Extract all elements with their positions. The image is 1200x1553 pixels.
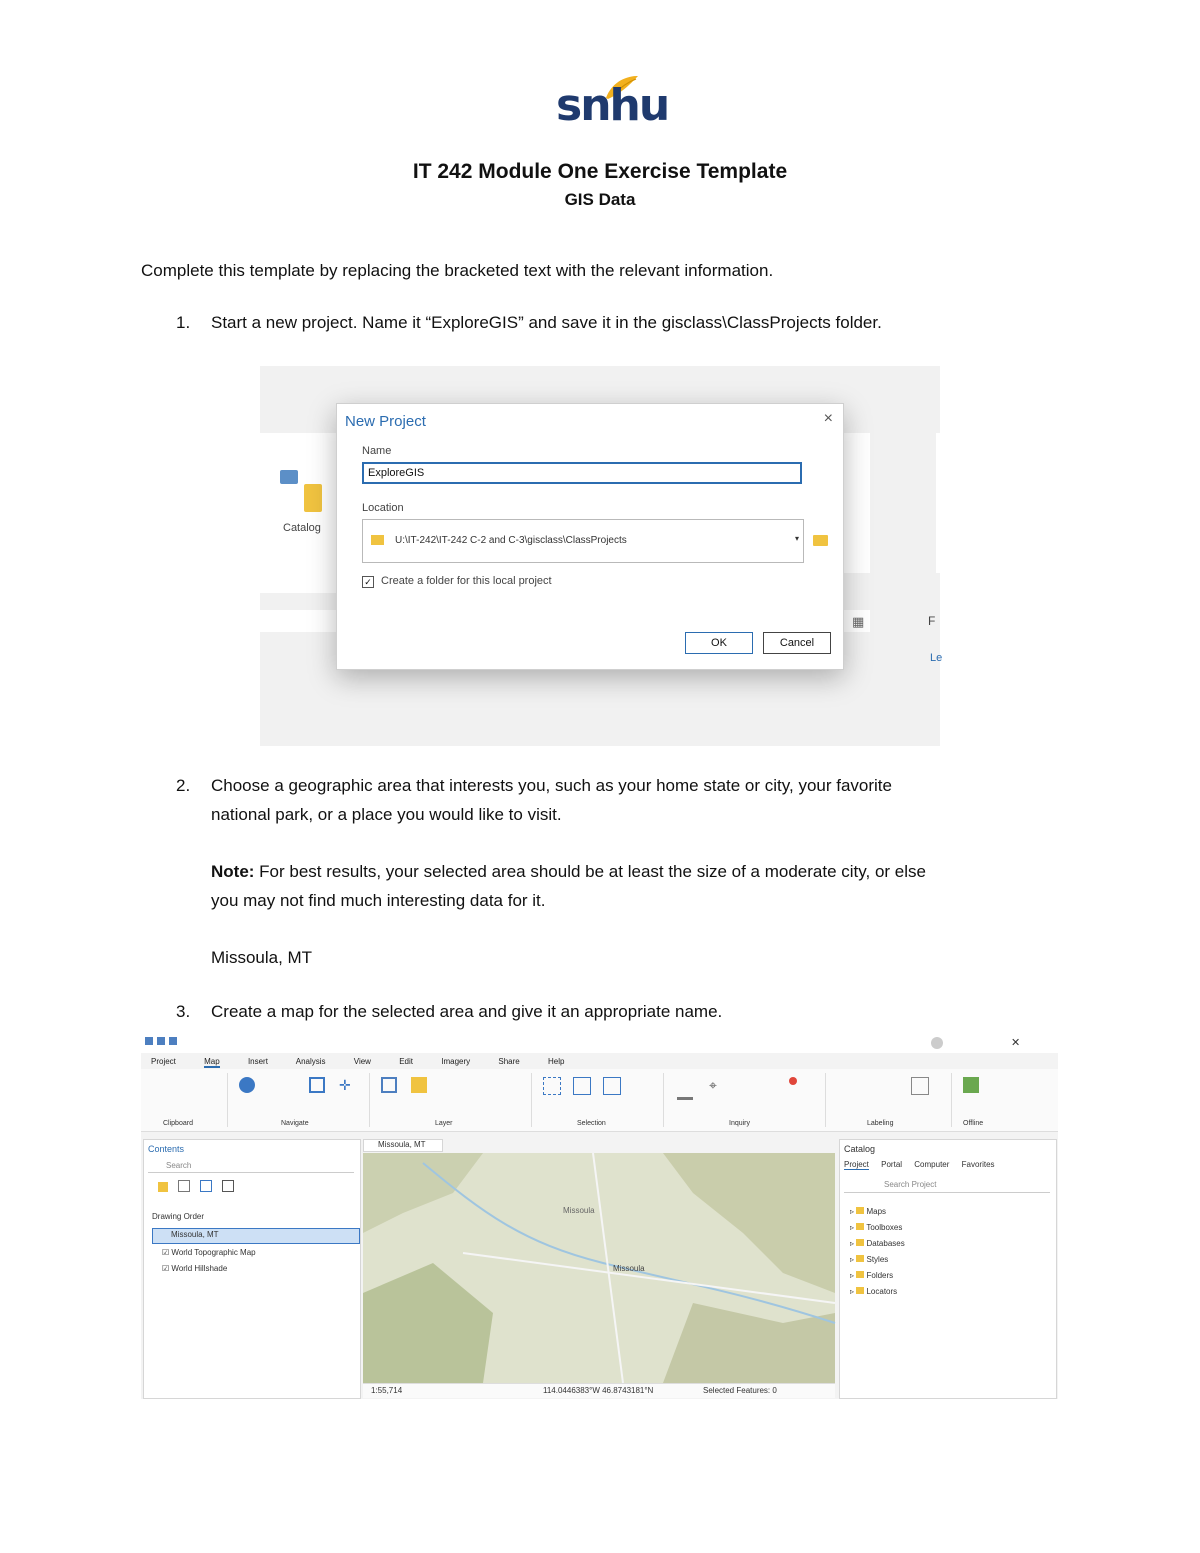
select-by-attributes-icon[interactable] (573, 1077, 591, 1095)
step-1-text: Start a new project. Name it “ExploreGIS” and save it in the gisclass\ClassProjects folder. (211, 313, 882, 332)
catalog-search-placeholder: Search Project (884, 1180, 937, 1189)
drawing-order-label: Drawing Order (152, 1212, 205, 1221)
basemap-icon[interactable] (381, 1077, 397, 1093)
catalog-item[interactable]: ▹ Toolboxes (850, 1223, 903, 1232)
note-line1: For best results, your selected area should be at least the size of a moderate city, or else (254, 862, 926, 881)
select-icon[interactable] (543, 1077, 561, 1095)
map-status-bar (363, 1383, 835, 1398)
step-2-line1: Choose a geographic area that interests you, such as your home state or city, your favorite (211, 776, 892, 795)
catalog-item-label: Styles (866, 1255, 889, 1264)
contents-search[interactable] (148, 1160, 354, 1173)
location-select[interactable] (362, 519, 804, 563)
map-view[interactable] (363, 1153, 835, 1383)
catalog-tab-project[interactable]: Project (844, 1160, 869, 1169)
selected-features: Selected Features: 0 (703, 1386, 777, 1395)
goto-xy-icon[interactable]: ✛ (339, 1077, 351, 1093)
ribbon (141, 1069, 1058, 1132)
catalog-tree[interactable] (850, 1204, 905, 1300)
map-tab-label: Missoula, MT (378, 1140, 426, 1149)
checkbox-label: Create a folder for this local project (381, 575, 552, 587)
catalog-item-label: Locators (866, 1287, 898, 1296)
note-line2: you may not find much interesting data for it. (211, 891, 546, 910)
catalog-item-label: Folders (866, 1271, 894, 1280)
name-label: Name (362, 445, 392, 457)
close-icon[interactable]: × (823, 410, 833, 427)
group-selection: Selection (577, 1120, 606, 1127)
tab-help[interactable]: Help (547, 1057, 565, 1066)
project-name-input[interactable]: ExploreGIS (362, 462, 802, 484)
note (211, 858, 926, 886)
folder-icon (371, 535, 384, 545)
step-2-number: 2. (176, 776, 191, 795)
measure-icon[interactable] (677, 1081, 693, 1100)
page-title: IT 242 Module One Exercise Template (412, 160, 788, 183)
topo-map (363, 1153, 835, 1383)
chevron-down-icon: ▾ (794, 534, 799, 543)
group-inquiry: Inquiry (729, 1120, 751, 1127)
answer-text: Missoula, MT (211, 948, 313, 967)
map-label: Missoula (613, 1264, 645, 1273)
grid-icon: ▦ (852, 614, 865, 629)
layer-row[interactable]: ☑ World Topographic Map (162, 1248, 256, 1257)
map-layer-row[interactable] (152, 1228, 360, 1244)
tab-imagery[interactable]: Imagery (441, 1057, 471, 1066)
quick-access-toolbar[interactable] (145, 1037, 205, 1047)
convert-icon[interactable] (911, 1077, 929, 1095)
arcgis-screenshot (141, 1033, 1058, 1399)
cancel-button[interactable]: Cancel (763, 632, 831, 654)
tab-map[interactable]: Map (204, 1057, 220, 1066)
group-clipboard: Clipboard (163, 1120, 193, 1127)
intro-text: Complete this template by replacing the bracketed text with the relevant information. (141, 261, 774, 280)
tab-analysis[interactable]: Analysis (295, 1057, 326, 1066)
group-navigate: Navigate (281, 1120, 309, 1127)
tab-insert[interactable]: Insert (247, 1057, 268, 1066)
catalog-icon (280, 470, 298, 484)
catalog-tab-computer[interactable]: Computer (914, 1160, 950, 1169)
ribbon-tabs[interactable] (151, 1057, 590, 1066)
catalog-item[interactable]: ▹ Folders (850, 1271, 894, 1280)
close-icon[interactable]: ✕ (1011, 1037, 1021, 1049)
note-label: Note: (211, 862, 255, 881)
folder-icon (304, 484, 322, 512)
step-2-line2: national park, or a place you would like to visit. (211, 805, 562, 824)
select-by-location-icon[interactable] (603, 1077, 621, 1095)
catalog-item[interactable]: ▹ Maps (850, 1207, 887, 1216)
page-subtitle: GIS Data (564, 190, 636, 209)
catalog-item[interactable]: ▹ Styles (850, 1255, 889, 1264)
new-project-dialog (336, 403, 844, 670)
catalog-item[interactable]: ▹ Locators (850, 1287, 898, 1296)
bookmarks-icon[interactable] (309, 1077, 325, 1093)
map-label: Missoula (563, 1206, 595, 1215)
location-value: U:\IT-242\IT-242 C-2 and C-3\gisclass\ClassProjects (395, 535, 627, 546)
scale-value[interactable]: 1:55,714 (371, 1386, 403, 1395)
tab-view[interactable]: View (353, 1057, 371, 1066)
coordinate-icon[interactable] (789, 1077, 797, 1085)
catalog-title: Catalog (844, 1144, 876, 1154)
layer-name: World Hillshade (171, 1264, 228, 1273)
add-data-icon[interactable] (411, 1077, 427, 1093)
download-map-icon[interactable] (963, 1077, 979, 1093)
catalog-item-label: Databases (866, 1239, 905, 1248)
map-tab[interactable] (363, 1139, 443, 1152)
dialog-title: New Project (345, 413, 426, 430)
catalog-tab-favorites[interactable]: Favorites (961, 1160, 995, 1169)
avatar[interactable] (931, 1037, 943, 1049)
contents-toolbar[interactable] (158, 1180, 278, 1194)
tab-share[interactable]: Share (498, 1057, 520, 1066)
layer-row[interactable]: ☑ World Hillshade (162, 1264, 228, 1273)
catalog-tabs[interactable] (844, 1160, 995, 1169)
step-3-text: Create a map for the selected area and give it an appropriate name. (211, 1002, 723, 1021)
catalog-search[interactable] (844, 1180, 1050, 1193)
explore-icon[interactable] (239, 1077, 255, 1093)
group-labeling: Labeling (867, 1120, 894, 1127)
layer-name: World Topographic Map (171, 1248, 256, 1257)
catalog-tab-portal[interactable]: Portal (881, 1160, 903, 1169)
checkbox-create-folder[interactable]: ✓ (362, 576, 374, 588)
tab-project[interactable]: Project (151, 1057, 176, 1066)
snhu-logo: snhu (556, 80, 669, 131)
step-1-number: 1. (176, 313, 191, 332)
contents-pane (143, 1139, 361, 1399)
map-layer-name: Missoula, MT (171, 1230, 219, 1239)
bg-link[interactable]: Le (930, 652, 943, 664)
group-layer: Layer (435, 1120, 453, 1127)
group-offline: Offline (963, 1120, 984, 1127)
contents-title: Contents (148, 1144, 185, 1154)
catalog-item-label: Maps (866, 1207, 887, 1216)
bg-f-label: F (928, 614, 936, 628)
catalog-item-label: Toolboxes (866, 1223, 903, 1232)
catalog-pane (839, 1139, 1057, 1399)
location-label: Location (362, 502, 404, 514)
bg-catalog-label: Catalog (283, 522, 321, 534)
ok-button[interactable]: OK (685, 632, 753, 654)
browse-folder-icon[interactable] (813, 535, 828, 546)
step-3-number: 3. (176, 1002, 191, 1021)
locate-icon[interactable]: ⌖ (709, 1077, 717, 1093)
catalog-item[interactable]: ▹ Databases (850, 1239, 905, 1248)
contents-search-placeholder: Search (166, 1161, 192, 1170)
tab-edit[interactable]: Edit (399, 1057, 413, 1066)
coordinate-readout: 114.0446383°W 46.8743181°N (543, 1386, 654, 1395)
